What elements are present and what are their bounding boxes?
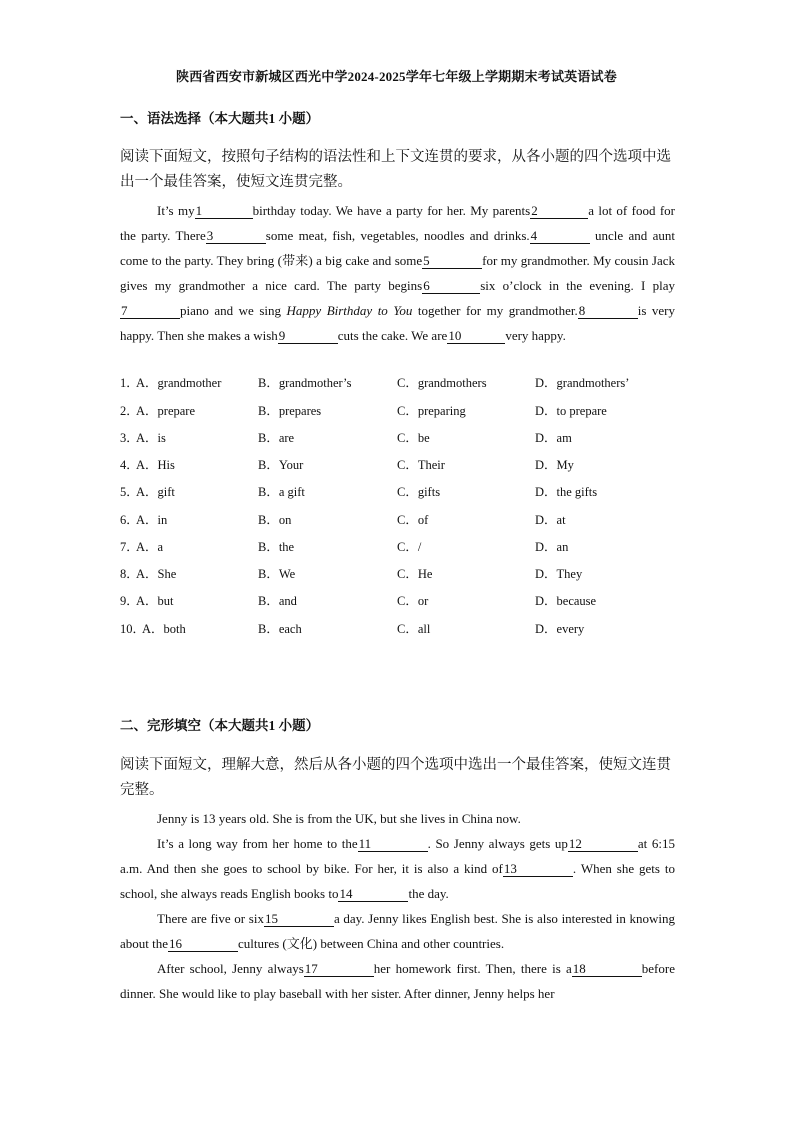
paragraph-1: Jenny is 13 years old. She is from the UK, but she lives in China now.: [157, 811, 521, 826]
option-d[interactable]: D．They: [535, 567, 583, 581]
option-c[interactable]: C．grandmothers: [397, 376, 487, 390]
option-b[interactable]: B．each: [258, 622, 302, 636]
option-d[interactable]: D．the gifts: [535, 485, 598, 499]
option-c[interactable]: C．He: [397, 567, 433, 581]
option-a[interactable]: A．but: [136, 594, 174, 608]
option-a[interactable]: A．grandmother: [136, 376, 222, 390]
option-b[interactable]: B．grandmother’s: [258, 376, 352, 390]
blank-11: 11: [358, 836, 428, 852]
blank-12: 12: [568, 836, 638, 852]
option-d[interactable]: D．every: [535, 622, 585, 636]
option-d[interactable]: D．am: [535, 431, 572, 445]
option-b[interactable]: B．We: [258, 567, 296, 581]
option-c[interactable]: C．all: [397, 622, 431, 636]
paragraph-2: It’s a long way from her home to the11 . So Jenny always gets up12 at 6:15 a.m. And then she goes to school by bike. For her, it is also a kind of13 . When she gets to school, she always reads English books to14 the day.: [120, 836, 675, 901]
option-b[interactable]: B．Your: [258, 458, 304, 472]
option-a[interactable]: A．both: [142, 622, 186, 636]
section-2-passage: [120, 806, 675, 1006]
option-b[interactable]: B．are: [258, 431, 295, 445]
section-1-heading: 一、语法选择（本大题共1 小题）: [120, 111, 320, 126]
option-c[interactable]: C．preparing: [397, 404, 466, 418]
song-title: Happy Birthday to You: [286, 303, 413, 318]
section-2-instruction: 阅读下面短文，理解大意，然后从各小题的四个选项中选出一个最佳答案，使短文连贯完整。: [120, 757, 671, 798]
exam-page: 陕西省西安市新城区西光中学2024-2025学年七年级上学期期末考试英语试卷 一、语法选择（本大题共1 小题） 阅读下面短文，按照句子结构的语法性和上下文连贯的要求，从各小题的四个选项中选出一个最佳答案，使短文连贯完整。 It’s my1 birthday today. We have a party for her. My parents2 a lot of food for the party. There3 some meat, fish, vegetables, noodles and drinks.4 uncle and aunt come to the party. They bring (带来) a big cake and some5 for my grandmother. My cousin Jack gives my grandmother a nice card. The party begins6 six o’clock in the evening. I play7 piano and we sing Happy Birthday to You together for my grandmother.8 is very happy. Then she makes a wish9 cuts the cake. We are10 very happy. 1． A．grandmother B．grandmother’s C．grandmothers D．grandmothers’ 2． A．prepare B．prepares C．preparing D．to prepare 3． A．is B．are C．be D．am 4． A．His B．Your C．Their D．My 5． A．gift B．a gift C．gifts D．the gifts 6． A．in B．on C．of D．at 7． A．a B．the C．/ D．an 8． A．She B．We C．He D．They 9． A．but B．and C．or D．because 10． A．both B．each C．all D．every 二、完形填空（本大题共1 小题） 阅读下面短文，理解大意，然后从各小题的四个选项中选出一个最佳答案，使短文连贯完整。 Jenny is 13 years old. She is from the UK, but she lives in China now. It’s a long way from her home to the11 . So Jenny always gets up12 at 6:15 a.m. And then she goes to school by bike. For her, it is also a kind of13 . When she gets to school, she always reads English books to14 the day. There are five or six15 a day. Jenny likes English best. She is also interested in knowing about the16 cultures (文化) between China and other countries. After school, Jenny always17 her homework first. Then, there is a18 before dinner. She would like to play baseball with her sister. After dinner, Jenny helps her: [0, 0, 793, 1123]
paragraph-3: There are five or six15 a day. Jenny likes English best. She is also interested in knowing about the16 cultures (文化) between China and other countries.: [120, 911, 675, 951]
option-c[interactable]: C．/: [397, 540, 422, 554]
blank-18: 18: [572, 961, 642, 977]
section-2-heading: 二、完形填空（本大题共1 小题）: [120, 718, 320, 733]
exam-title: 陕西省西安市新城区西光中学2024-2025学年七年级上学期期末考试英语试卷: [176, 69, 617, 84]
option-d[interactable]: D．because: [535, 594, 597, 608]
option-d[interactable]: D．at: [535, 513, 566, 527]
option-c[interactable]: C．be: [397, 431, 430, 445]
option-b[interactable]: B．and: [258, 594, 297, 608]
blank-17: 17: [304, 961, 374, 977]
blank-7: 7: [120, 303, 180, 319]
option-a[interactable]: A．is: [136, 431, 166, 445]
option-d[interactable]: D．My: [535, 458, 574, 472]
option-c[interactable]: C．gifts: [397, 485, 441, 499]
blank-1: 1: [195, 203, 253, 219]
option-d[interactable]: D．an: [535, 540, 569, 554]
option-d[interactable]: D．to prepare: [535, 404, 607, 418]
option-a[interactable]: A．gift: [136, 485, 175, 499]
blank-3: 3: [206, 228, 266, 244]
blank-9: 9: [278, 328, 338, 344]
blank-14: 14: [338, 886, 408, 902]
option-c[interactable]: C．Their: [397, 458, 445, 472]
option-a[interactable]: A．a: [136, 540, 164, 554]
blank-4: 4: [530, 228, 590, 244]
section-1-passage: It’s my1 birthday today. We have a party for her. My parents2 a lot of food for the party. There3 some meat, fish, vegetables, noodles and drinks.4 uncle and aunt come to the party. They bring (带来) a big cake and some5 for my grandmother. My cousin Jack gives my grandmother a nice card. The party begins6 six o’clock in the evening. I play7 piano and we sing Happy Birthday to You together for my grandmother.8 is very happy. Then she makes a wish9 cuts the cake. We are10 very happy.: [120, 203, 676, 343]
option-c[interactable]: C．or: [397, 594, 429, 608]
section-1-instruction: 阅读下面短文，按照句子结构的语法性和上下文连贯的要求，从各小题的四个选项中选出一个最佳答案，使短文连贯完整。: [120, 149, 671, 190]
paragraph-4: After school, Jenny always17 her homework first. Then, there is a18 before dinner. She would like to play baseball with her sister. After dinner, Jenny helps her: [120, 961, 675, 1001]
blank-13: 13: [503, 861, 573, 877]
blank-5: 5: [422, 253, 482, 269]
blank-10: 10: [447, 328, 505, 344]
blank-8: 8: [578, 303, 638, 319]
option-a[interactable]: A．prepare: [136, 404, 195, 418]
option-b[interactable]: B．on: [258, 513, 292, 527]
blank-15: 15: [264, 911, 334, 927]
blank-6: 6: [422, 278, 480, 294]
blank-16: 16: [168, 936, 238, 952]
option-c[interactable]: C．of: [397, 513, 429, 527]
option-d[interactable]: D．grandmothers’: [535, 376, 630, 390]
option-b[interactable]: B．a gift: [258, 485, 305, 499]
option-a[interactable]: A．in: [136, 513, 168, 527]
option-a[interactable]: A．She: [136, 567, 177, 581]
option-a[interactable]: A．His: [136, 458, 175, 472]
option-b[interactable]: B．prepares: [258, 404, 322, 418]
blank-2: 2: [530, 203, 588, 219]
option-b[interactable]: B．the: [258, 540, 295, 554]
